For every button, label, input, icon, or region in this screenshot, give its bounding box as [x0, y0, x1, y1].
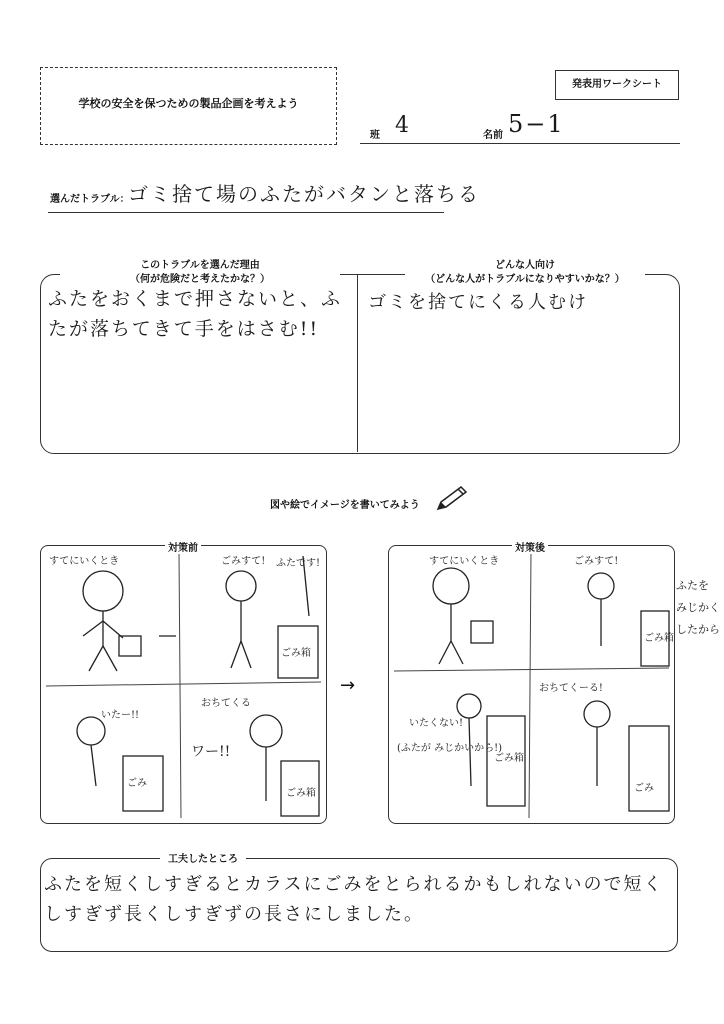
box-divider: [357, 274, 358, 452]
note-title: 工夫したところ: [160, 850, 246, 865]
after-title: 対策後: [512, 539, 548, 554]
sheet-type-label: 発表用ワークシート: [572, 79, 662, 90]
after-caption-5: いたくない!: [409, 718, 464, 729]
group-label: 班: [370, 130, 380, 141]
before-panel: [40, 545, 327, 824]
trouble-underline: [48, 212, 444, 213]
sheet-type-badge: [555, 70, 679, 100]
after-caption-2: ごみすて!: [574, 556, 619, 567]
name-underline: [360, 143, 680, 144]
before-caption-6: いたー!!: [101, 710, 140, 721]
before-caption-5: ワー!!: [191, 744, 231, 760]
name-value: 5−1: [508, 110, 565, 138]
target-title-line1: どんな人向け: [495, 260, 555, 271]
before-caption-1: すてにいくとき: [49, 556, 120, 567]
after-caption-4: おちてくーる!: [539, 683, 603, 694]
before-caption-9: ごみ: [127, 778, 147, 789]
before-caption-4: おちてくる: [201, 698, 251, 709]
theme-title: 学校の安全を保つための製品企画を考えよう: [78, 97, 299, 110]
trouble-label: 選んだトラブル：: [50, 194, 130, 205]
pencil-icon: [435, 484, 469, 512]
after-caption-3: ふたを みじかく したから: [676, 579, 720, 636]
after-caption-6: (ふたが みじかいから!): [397, 743, 502, 754]
before-caption-2: ごみすて!: [221, 556, 266, 567]
group-value: 4: [395, 113, 411, 138]
before-sketch: [41, 546, 326, 823]
reason-title-line2: （何が危険だと考えたかな？）: [130, 274, 270, 285]
name-label: 名前: [483, 130, 503, 141]
after-caption-7: ごみ箱: [644, 633, 674, 644]
arrow-right-icon: →: [340, 675, 356, 696]
before-caption-3: ふたです!: [276, 558, 321, 569]
note-value: ふたを短くしすぎるとカラスにごみをとられるかもしれないので短くしすぎず長くしすぎずの長さにしました。: [44, 874, 664, 925]
after-caption-1: すてにいくとき: [429, 556, 500, 567]
reason-title-line1: このトラブルを選んだ理由: [140, 260, 260, 271]
after-panel: [388, 545, 675, 824]
after-sketch: [389, 546, 674, 823]
reason-title: [60, 259, 340, 287]
trouble-value: ゴミ捨て場のふたがバタンと落ちる: [128, 182, 480, 206]
drawing-title: 図や絵でイメージを書いてみよう: [270, 500, 420, 511]
reason-value: ふたをおくまで押さないと、ふたが落ちてきて手をはさむ!!: [48, 288, 343, 340]
theme-box: [40, 67, 337, 145]
after-caption-8: ごみ箱: [494, 753, 524, 764]
before-title: 対策前: [165, 539, 201, 554]
after-caption-9: ごみ: [634, 783, 654, 794]
target-title-line2: （どんな人がトラブルになりやすいかな？）: [425, 274, 625, 285]
before-caption-8: ごみ箱: [286, 788, 316, 799]
before-caption-7: ごみ箱: [281, 648, 311, 659]
target-title: [405, 259, 645, 287]
target-value: ゴミを捨てにくる人むけ: [368, 292, 588, 313]
